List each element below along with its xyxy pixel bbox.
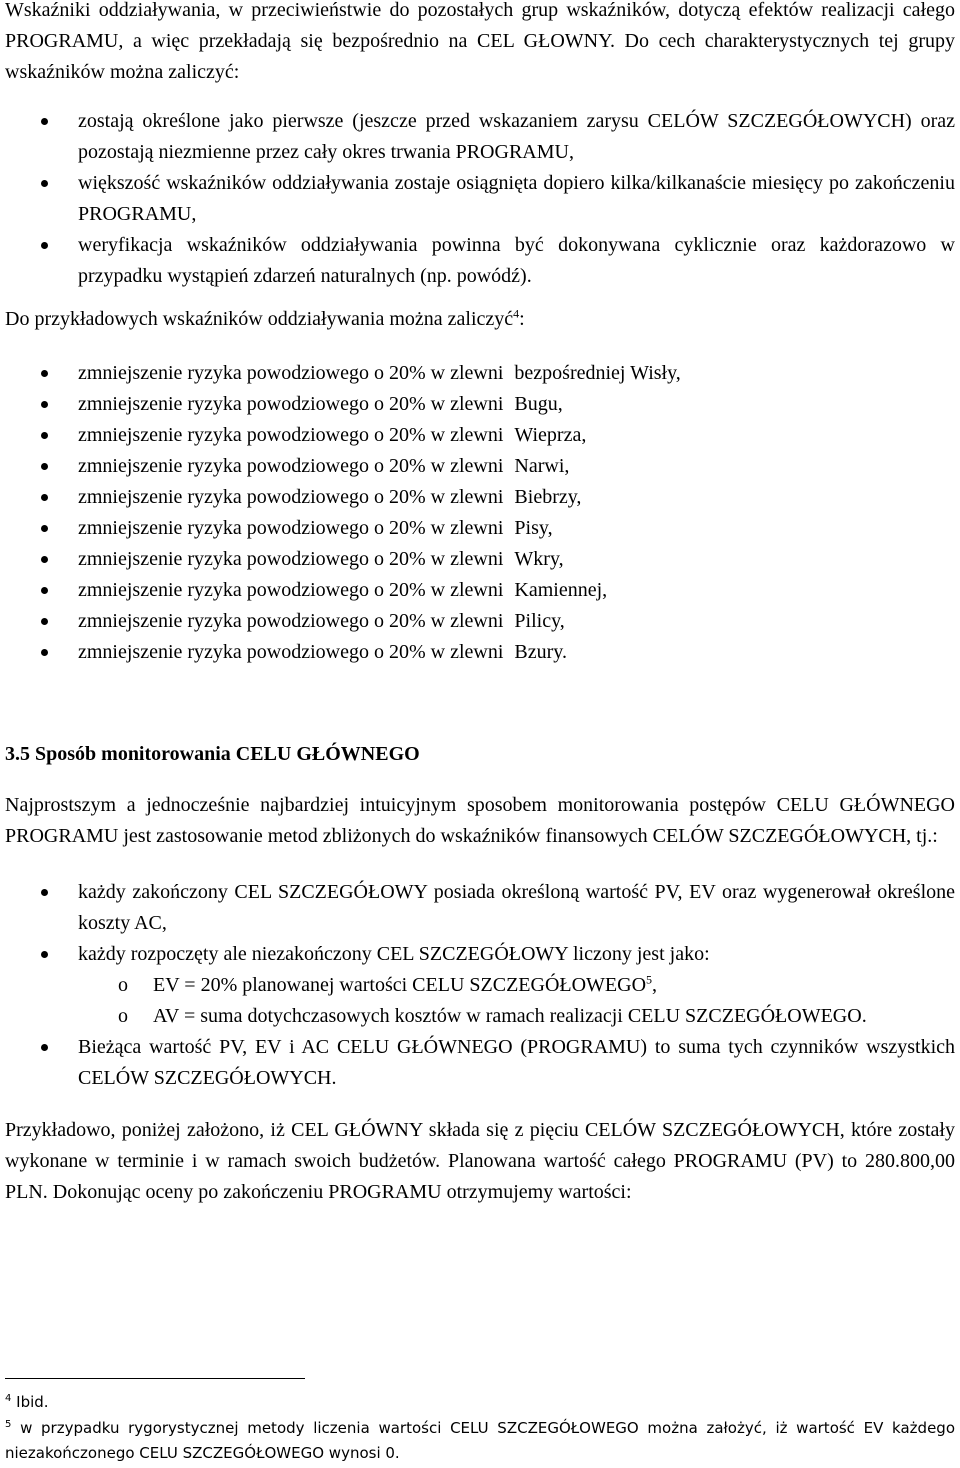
example-basin: Kamiennej, — [514, 579, 608, 601]
footnote-5 — [5, 1416, 955, 1466]
examples-intro — [5, 304, 955, 335]
list-item — [5, 606, 955, 637]
rule-text: każdy rozpoczęty ale niezakończony CEL SZCZEGÓŁOWY liczony jest jako: — [78, 943, 710, 965]
list-item — [5, 575, 955, 606]
list-item: Bieżąca wartość PV, EV i AC CELU GŁÓWNEGO (PROGRAMU) to suma tych czynników wszystkich CELÓW SZCZEGÓŁOWYCH. — [5, 1032, 955, 1094]
example-basin: Pilicy, — [514, 610, 565, 632]
example-basin: Narwi, — [514, 455, 570, 477]
footnote-separator — [5, 1378, 305, 1379]
examples-intro-text: Do przykładowych wskaźników oddziaływania można zaliczyć — [5, 308, 514, 330]
list-item — [5, 420, 955, 451]
list-item: większość wskaźników oddziaływania zostaje osiągnięta dopiero kilka/kilkanaście miesięcy po zakończeniu PROGRAMU, — [5, 168, 955, 230]
example-basin: bezpośredniej Wisły, — [514, 362, 681, 384]
example-prefix: zmniejszenie ryzyka powodziowego o 20% w zlewni — [78, 486, 504, 508]
example-basin: Pisy, — [514, 517, 553, 539]
list-item: weryfikacja wskaźników oddziaływania powinna być dokonywana cyklicznie oraz każdorazowo w przypadku wystąpień zdarzeń naturalnych (np. powódź). — [5, 230, 955, 292]
footnote-mark: 4 — [5, 1393, 12, 1404]
example-prefix: zmniejszenie ryzyka powodziowego o 20% w zlewni — [78, 641, 504, 663]
example-paragraph: Przykładowo, poniżej założono, iż CEL GŁÓWNY składa się z pięciu CELÓW SZCZEGÓŁOWYCH, które zostały wykonane w terminie i w ramach swoich budżetów. Planowana wartość całego PROGRAMU (PV) to 280.800,00 PLN. Dokonując oceny po zakończeniu PROGRAMU otrzymujemy wartości: — [5, 1119, 955, 1203]
list-item — [5, 358, 955, 389]
footnote-ref-5[interactable]: 5 — [646, 972, 653, 987]
monitoring-intro-paragraph: Najprostszym a jednocześnie najbardziej intuicyjnym sposobem monitorowania postępów CELU GŁÓWNEGO PROGRAMU jest zastosowanie metod zbliżonych do wskaźników finansowych CELÓW SZCZEGÓŁOWYCH, tj.: — [5, 794, 955, 847]
list-item — [5, 389, 955, 420]
example-prefix: zmniejszenie ryzyka powodziowego o 20% w zlewni — [78, 517, 504, 539]
example-prefix: zmniejszenie ryzyka powodziowego o 20% w zlewni — [78, 455, 504, 477]
example-prefix: zmniejszenie ryzyka powodziowego o 20% w zlewni — [78, 579, 504, 601]
section-heading: 3.5 Sposób monitorowania CELU GŁÓWNEGO — [5, 743, 420, 765]
footnote-4 — [5, 1390, 955, 1415]
list-item: każdy zakończony CEL SZCZEGÓŁOWY posiada określoną wartość PV, EV oraz wygenerował określone koszty AC, — [5, 877, 955, 939]
example-basin: Bugu, — [514, 393, 563, 415]
footnote-ref-4[interactable]: 4 — [513, 306, 520, 321]
examples-intro-tail: : — [519, 308, 525, 330]
features-list — [5, 106, 955, 292]
rules-list-cont — [5, 1032, 955, 1094]
footnote-text: w przypadku rygorystycznej metody liczenia wartości CELU SZCZEGÓŁOWEGO można założyć, iż wartość EV każdego niezakończonego CELU SZCZEGÓŁOWEGO wynosi 0. — [5, 1419, 955, 1462]
rules-list — [5, 877, 955, 970]
example-basin: Bzury. — [514, 641, 567, 663]
list-item — [5, 513, 955, 544]
intro-paragraph: Wskaźniki oddziaływania, w przeciwieństwie do pozostałych grup wskaźników, dotyczą efektów realizacji całego PROGRAMU, a więc przekładają się bezpośrednio na CEL GŁOWNY. Do cech charakterystycznych tej grupy wskaźników można zaliczyć: — [5, 0, 955, 83]
list-item: zostają określone jako pierwsze (jeszcze przed wskazaniem zarysu CELÓW SZCZEGÓŁOWYCH) oraz pozostają niezmienne przez cały okres trwania PROGRAMU, — [5, 106, 955, 168]
example-prefix: zmniejszenie ryzyka powodziowego o 20% w zlewni — [78, 548, 504, 570]
list-item — [5, 637, 955, 668]
example-basin: Biebrzy, — [514, 486, 582, 508]
footnote-text: Ibid. — [16, 1393, 49, 1411]
sub-list-item — [5, 970, 955, 1001]
example-prefix: zmniejszenie ryzyka powodziowego o 20% w zlewni — [78, 610, 504, 632]
example-prefix: zmniejszenie ryzyka powodziowego o 20% w zlewni — [78, 424, 504, 446]
list-item — [5, 451, 955, 482]
list-item — [5, 544, 955, 575]
sub-list-item: o AV = suma dotychczasowych kosztów w ramach realizacji CELU SZCZEGÓŁOWEGO. — [5, 1001, 955, 1032]
example-prefix: zmniejszenie ryzyka powodziowego o 20% w zlewni — [78, 362, 504, 384]
document-page — [5, 0, 955, 1208]
rules-sublist — [5, 970, 955, 1032]
footnote-mark: 5 — [5, 1419, 12, 1430]
example-basin: Wkry, — [514, 548, 564, 570]
list-item — [5, 939, 955, 970]
sub-item-text: EV = 20% planowanej wartości CELU SZCZEGÓŁOWEGO — [153, 974, 647, 996]
example-prefix: zmniejszenie ryzyka powodziowego o 20% w zlewni — [78, 393, 504, 415]
list-item — [5, 482, 955, 513]
examples-list — [5, 358, 955, 668]
example-basin: Wieprza, — [514, 424, 587, 446]
sub-item-tail: , — [652, 974, 658, 996]
